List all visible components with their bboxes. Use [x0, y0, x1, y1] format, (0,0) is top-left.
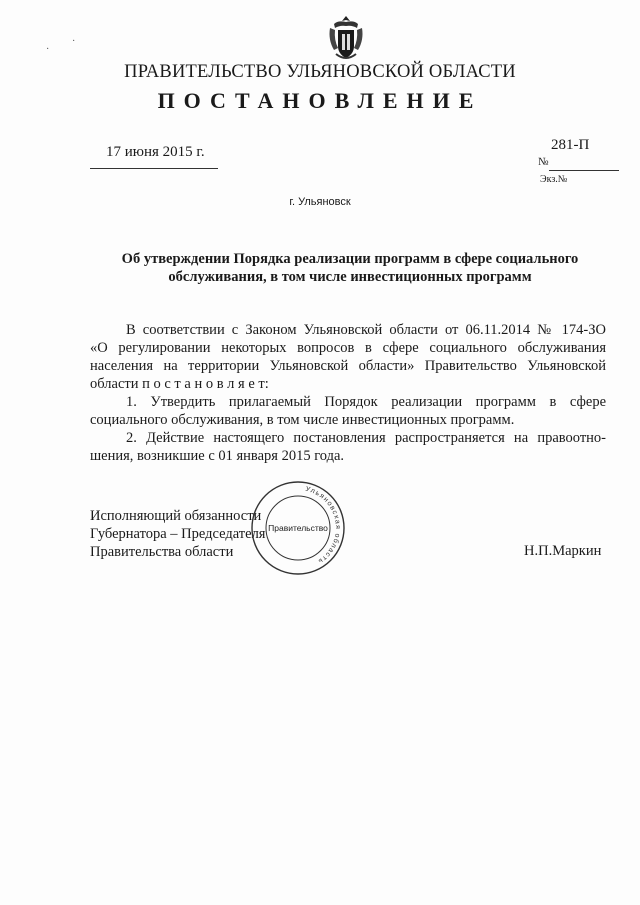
signature-line: Правительства области	[90, 544, 234, 560]
number-underline	[549, 170, 619, 171]
seal-ring-text: Ульяновская область	[304, 485, 342, 566]
date-underline	[90, 168, 218, 169]
scan-mark: ·	[46, 44, 50, 55]
copy-label: Экз.№	[540, 174, 568, 185]
body-line: области п о с т а н о в л я е т:	[90, 376, 269, 392]
body-line: населения на территории Ульяновской области» Правительство Ульяновской	[90, 358, 606, 374]
title-line: Об утверждении Порядка реализации программ в сфере социального	[121, 251, 579, 267]
document-city: г. Ульяновск	[289, 196, 351, 208]
title-line: обслуживания, в том числе инвестиционных программ	[168, 269, 532, 285]
body-line: В соответствии с Законом Ульяновской области от 06.11.2014 № 174-ЗО	[126, 322, 606, 338]
official-seal-stamp	[250, 480, 346, 576]
organization-name: ПРАВИТЕЛЬСТВО УЛЬЯНОВСКОЙ ОБЛАСТИ	[124, 62, 516, 82]
signature-block	[90, 507, 265, 561]
document-number: 281-П	[551, 137, 590, 153]
body-line: шения, возникшие с 01 января 2015 года.	[90, 448, 345, 464]
seal-center-text: Правительство	[268, 523, 328, 533]
signature-line: Исполняющий обязанности	[90, 508, 262, 524]
document-date: 17 июня 2015 г.	[106, 144, 205, 160]
body-line: 2. Действие настоящего постановления распространяется на правоотно-	[126, 430, 606, 446]
signer-name: Н.П.Маркин	[524, 543, 602, 559]
scan-mark: ·	[72, 36, 76, 47]
document-title	[90, 250, 610, 286]
number-sign: №	[538, 156, 549, 168]
document-body	[90, 321, 606, 465]
body-line: 1. Утвердить прилагаемый Порядок реализации программ в сфере	[126, 394, 606, 410]
document-type: ПОСТАНОВЛЕНИЕ	[157, 88, 483, 113]
signature-line: Губернатора – Председателя	[90, 526, 266, 542]
body-line: «О регулировании некоторых вопросов в сфере социального обслуживания	[90, 340, 606, 356]
coat-of-arms-emblem	[326, 14, 366, 62]
body-line: социального обслуживания, в том числе инвестиционных программ.	[90, 412, 515, 428]
